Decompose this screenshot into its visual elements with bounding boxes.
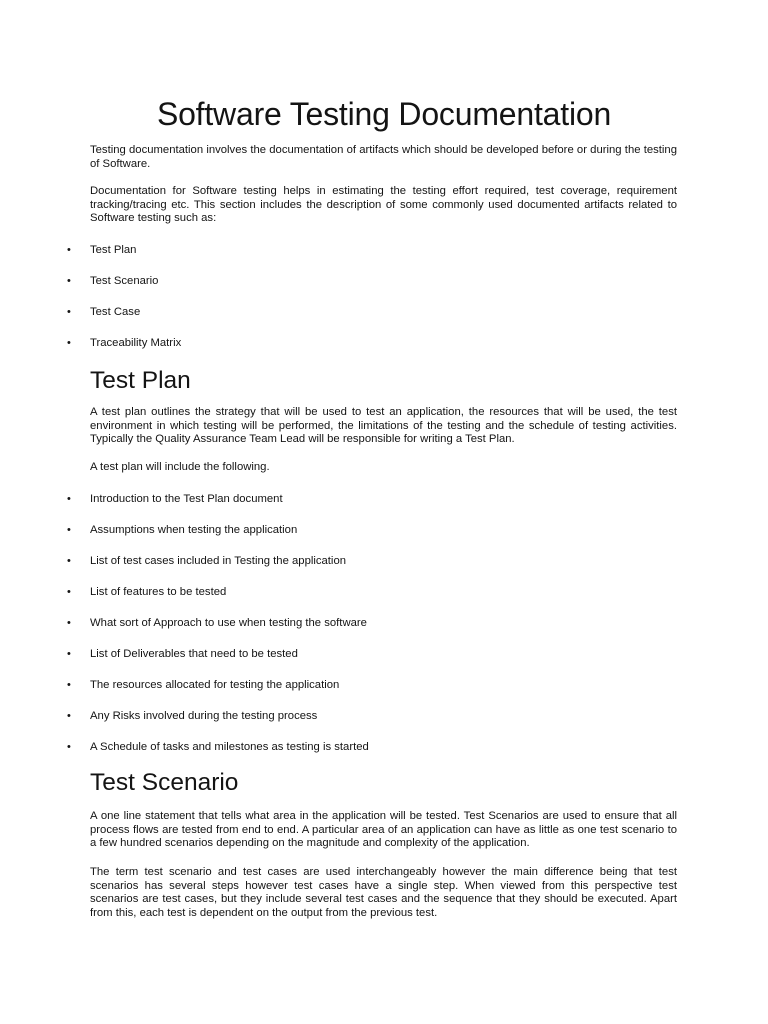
test-scenario-paragraph-1: A one line statement that tells what area in the application will be tested. Test Scenarios are used to ensure that all process flows are tested from end to end. A particular area of an application can have as little as one test scenario to a few hundred scenarios depending on the magnitude and complexity of the application. xyxy=(90,810,677,849)
list-item-text: Introduction to the Test Plan document xyxy=(90,493,283,505)
list-item-text: Any Risks involved during the testing process xyxy=(90,710,318,722)
list-item xyxy=(62,584,682,600)
bullet-icon: • xyxy=(67,493,71,505)
bullet-icon: • xyxy=(67,741,71,753)
list-item xyxy=(62,273,682,289)
intro-paragraph-2: Documentation for Software testing helps in estimating the testing effort required, test coverage, requirement tracking/tracing etc. This section includes the description of some commonly used documented artifacts related to Software testing such as: xyxy=(90,185,677,224)
bullet-icon: • xyxy=(67,244,71,256)
list-item-text: List of Deliverables that need to be tested xyxy=(90,648,298,660)
bullet-icon: • xyxy=(67,586,71,598)
bullet-icon: • xyxy=(67,555,71,567)
bullet-icon: • xyxy=(67,306,71,318)
list-item xyxy=(62,242,682,258)
bullet-icon: • xyxy=(67,648,71,660)
list-item-text: The resources allocated for testing the application xyxy=(90,679,340,691)
section-heading-test-scenario: Test Scenario xyxy=(90,769,239,796)
intro-paragraph-1: Testing documentation involves the documentation of artifacts which should be developed before or during the testing of Software. xyxy=(90,144,677,170)
list-item-text: Test Case xyxy=(90,306,141,318)
list-item-text: Assumptions when testing the application xyxy=(90,524,298,536)
bullet-icon: • xyxy=(67,710,71,722)
list-item-text: A Schedule of tasks and milestones as testing is started xyxy=(90,741,369,753)
list-item-text: List of features to be tested xyxy=(90,586,227,598)
bullet-icon: • xyxy=(67,275,71,287)
list-item xyxy=(62,304,682,320)
list-item xyxy=(62,615,682,631)
test-scenario-paragraph-2: The term test scenario and test cases are used interchangeably however the main difference being that test scenarios has several steps however test cases have a single step. When viewed from this perspective test scenarios are test cases, but they include several test cases and the sequence that they should be executed. Apart from this, each test is dependent on the output from the previous test. xyxy=(90,866,677,919)
bullet-icon: • xyxy=(67,337,71,349)
list-item-text: Traceability Matrix xyxy=(90,337,182,349)
document-title: Software Testing Documentation xyxy=(156,96,612,132)
list-item xyxy=(62,553,682,569)
list-item xyxy=(62,739,682,755)
bullet-icon: • xyxy=(67,679,71,691)
test-plan-paragraph-1: A test plan outlines the strategy that will be used to test an application, the resources that will be used, the test environment in which testing will be performed, the limitations of the testing and the schedule of testing activities. Typically the Quality Assurance Team Lead will be responsible for writing a Test Plan. xyxy=(90,406,677,445)
bullet-icon: • xyxy=(67,524,71,536)
list-item-text: List of test cases included in Testing the application xyxy=(90,555,347,567)
list-item xyxy=(62,491,682,507)
list-item-text: What sort of Approach to use when testing the software xyxy=(90,617,367,629)
list-item-text: Test Scenario xyxy=(90,275,159,287)
test-plan-paragraph-2: A test plan will include the following. xyxy=(90,461,270,473)
list-item xyxy=(62,708,682,724)
list-item xyxy=(62,335,682,351)
bullet-icon: • xyxy=(67,617,71,629)
section-heading-test-plan: Test Plan xyxy=(90,367,191,394)
list-item xyxy=(62,677,682,693)
list-item xyxy=(62,522,682,538)
list-item xyxy=(62,646,682,662)
list-item-text: Test Plan xyxy=(90,244,137,256)
